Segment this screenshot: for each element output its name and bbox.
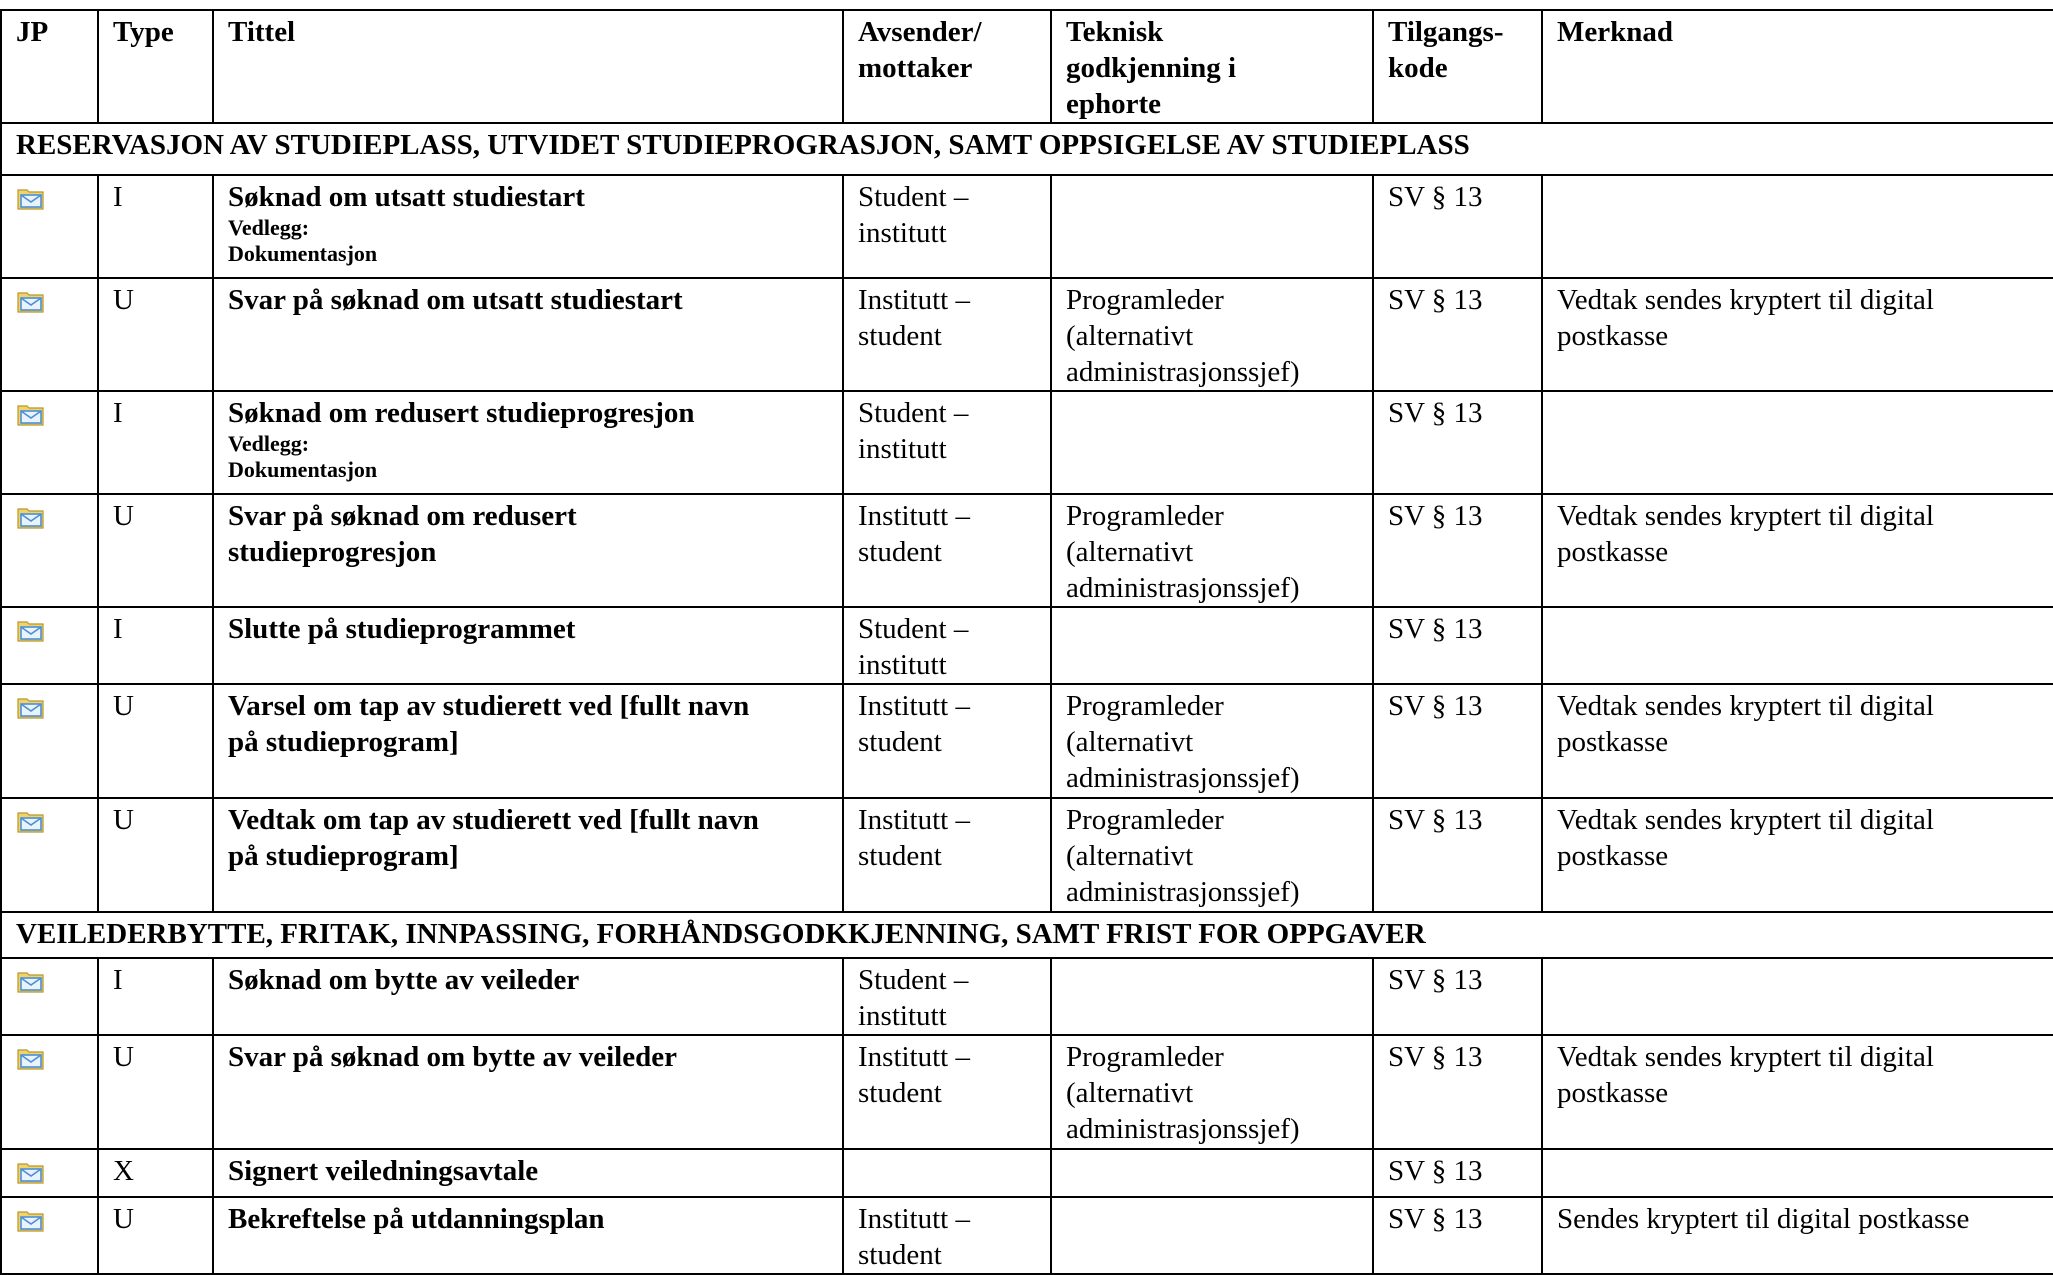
header-remark: Merknad [1542, 10, 2053, 123]
type-value: U [113, 804, 134, 836]
folder-mail-icon[interactable] [16, 399, 46, 429]
sender-text: Institutt – [858, 1203, 970, 1235]
sender-text: Student – [858, 964, 969, 996]
title-text: Svar på søknad om bytte av veileder [228, 1041, 677, 1073]
table-row [1, 175, 2053, 278]
jp-cell [1, 494, 98, 607]
table-row [1, 958, 2053, 1035]
type-cell [98, 607, 213, 684]
remark-text-continued: postkasse [1557, 536, 1669, 568]
access-code: SV § 13 [1388, 181, 1483, 213]
sender-text: Institutt – [858, 1041, 970, 1073]
title-cell [213, 278, 843, 391]
approval-cell [1051, 798, 1373, 912]
approval-text-alt: (alternativt [1066, 1077, 1194, 1109]
type-cell [98, 1197, 213, 1274]
sender-text: Student – [858, 181, 969, 213]
folder-mail-icon[interactable] [16, 1043, 46, 1073]
title-cell [213, 1197, 843, 1274]
title-text: Bekreftelse på utdanningsplan [228, 1203, 605, 1235]
remark-text: Sendes kryptert til digital postkasse [1557, 1203, 1970, 1235]
approval-text: Programleder [1066, 1041, 1224, 1073]
title-cell [213, 391, 843, 494]
type-cell [98, 391, 213, 494]
folder-mail-icon[interactable] [16, 1205, 46, 1235]
access-code-cell [1373, 1035, 1542, 1149]
header-access-code: Tilgangs- kode [1373, 10, 1542, 123]
header-sender: Avsender/ mottaker [843, 10, 1051, 123]
title-text-continued: studieprogresjon [228, 536, 437, 568]
remark-cell [1542, 607, 2053, 684]
header-title: Tittel [213, 10, 843, 123]
attachment-label: Vedlegg: [228, 215, 310, 240]
recipient-text: institutt [858, 433, 947, 465]
title-cell [213, 607, 843, 684]
attachment-value: Dokumentasjon [228, 457, 378, 482]
approval-text-alt: (alternativt [1066, 536, 1194, 568]
approval-text-role: administrasjonssjef) [1066, 572, 1300, 604]
section-heading [1, 912, 2053, 958]
access-code-cell [1373, 175, 1542, 278]
approval-text-alt: (alternativt [1066, 726, 1194, 758]
jp-cell [1, 175, 98, 278]
approval-text: Programleder [1066, 804, 1224, 836]
title-text: Vedtak om tap av studierett ved [fullt navn [228, 804, 759, 836]
approval-text-role: administrasjonssjef) [1066, 1113, 1300, 1145]
approval-cell [1051, 958, 1373, 1035]
remark-text-continued: postkasse [1557, 726, 1669, 758]
remark-cell [1542, 494, 2053, 607]
folder-mail-icon[interactable] [16, 1157, 46, 1187]
attachment-value: Dokumentasjon [228, 241, 378, 266]
recipient-text: student [858, 1239, 942, 1271]
folder-mail-icon[interactable] [16, 966, 46, 996]
title-cell [213, 958, 843, 1035]
section-heading-text: VEILEDERBYTTE, FRITAK, INNPASSING, FORHÅNDSGODKKJENNING, SAMT FRIST FOR OPPGAVER [16, 918, 1426, 950]
approval-text: Programleder [1066, 284, 1224, 316]
header-approval: Teknisk godkjenning i ephorte [1051, 10, 1373, 123]
approval-cell [1051, 391, 1373, 494]
title-text: Søknad om bytte av veileder [228, 964, 580, 996]
title-text: Signert veiledningsavtale [228, 1155, 539, 1187]
remark-cell [1542, 684, 2053, 798]
header-type: Type [98, 10, 213, 123]
sender-cell [843, 684, 1051, 798]
remark-cell [1542, 175, 2053, 278]
table-row [1, 494, 2053, 607]
title-text-continued: på studieprogram] [228, 726, 459, 758]
type-value: U [113, 284, 134, 316]
title-text: Svar på søknad om redusert [228, 500, 577, 532]
table-row [1, 1035, 2053, 1149]
sender-text: Institutt – [858, 690, 970, 722]
approval-cell [1051, 684, 1373, 798]
sender-text: Institutt – [858, 804, 970, 836]
table-row [1, 391, 2053, 494]
access-code: SV § 13 [1388, 690, 1483, 722]
type-value: X [113, 1155, 134, 1187]
folder-mail-icon[interactable] [16, 286, 46, 316]
title-text: Søknad om utsatt studiestart [228, 181, 585, 213]
remark-cell [1542, 1149, 2053, 1197]
title-text-continued: på studieprogram] [228, 840, 459, 872]
remark-text: Vedtak sendes kryptert til digital [1557, 1041, 1934, 1073]
access-code-cell [1373, 278, 1542, 391]
remark-cell [1542, 798, 2053, 912]
access-code-cell [1373, 798, 1542, 912]
access-code-cell [1373, 1149, 1542, 1197]
remark-cell [1542, 958, 2053, 1035]
approval-text-role: administrasjonssjef) [1066, 876, 1300, 908]
remark-text: Vedtak sendes kryptert til digital [1557, 500, 1934, 532]
remark-cell [1542, 391, 2053, 494]
sender-cell [843, 1149, 1051, 1197]
approval-cell [1051, 1197, 1373, 1274]
approval-text-role: administrasjonssjef) [1066, 356, 1300, 388]
approval-cell [1051, 1149, 1373, 1197]
type-value: U [113, 1203, 134, 1235]
access-code-cell [1373, 684, 1542, 798]
type-cell [98, 494, 213, 607]
access-code: SV § 13 [1388, 964, 1483, 996]
type-cell [98, 175, 213, 278]
sender-text: Institutt – [858, 500, 970, 532]
access-code-cell [1373, 494, 1542, 607]
document-table [0, 9, 2053, 1275]
type-cell [98, 278, 213, 391]
jp-cell [1, 391, 98, 494]
access-code: SV § 13 [1388, 500, 1483, 532]
approval-text: Programleder [1066, 500, 1224, 532]
sender-text: Institutt – [858, 284, 970, 316]
type-cell [98, 798, 213, 912]
sender-cell [843, 798, 1051, 912]
type-cell [98, 958, 213, 1035]
remark-cell [1542, 1035, 2053, 1149]
title-text: Varsel om tap av studierett ved [fullt navn [228, 690, 750, 722]
approval-cell [1051, 494, 1373, 607]
type-value: I [113, 397, 123, 429]
folder-mail-icon[interactable] [16, 806, 46, 836]
header-row [1, 10, 2053, 123]
type-value: I [113, 964, 123, 996]
recipient-text: student [858, 536, 942, 568]
access-code: SV § 13 [1388, 397, 1483, 429]
type-value: U [113, 690, 134, 722]
approval-cell [1051, 175, 1373, 278]
approval-cell [1051, 1035, 1373, 1149]
access-code: SV § 13 [1388, 284, 1483, 316]
title-cell [213, 175, 843, 278]
access-code: SV § 13 [1388, 1041, 1483, 1073]
jp-cell [1, 278, 98, 391]
section-heading-row [1, 912, 2053, 958]
title-cell [213, 494, 843, 607]
remark-text: Vedtak sendes kryptert til digital [1557, 804, 1934, 836]
approval-cell [1051, 607, 1373, 684]
jp-cell [1, 1035, 98, 1149]
header-jp: JP [1, 10, 98, 123]
table-row [1, 607, 2053, 684]
access-code: SV § 13 [1388, 804, 1483, 836]
access-code: SV § 13 [1388, 613, 1483, 645]
attachment-note [228, 431, 828, 483]
table-row [1, 1149, 2053, 1197]
access-code-cell [1373, 1197, 1542, 1274]
type-cell [98, 684, 213, 798]
folder-mail-icon[interactable] [16, 692, 46, 722]
remark-cell [1542, 278, 2053, 391]
title-cell [213, 1149, 843, 1197]
type-cell [98, 1035, 213, 1149]
jp-cell [1, 1149, 98, 1197]
type-value: U [113, 500, 134, 532]
sender-cell [843, 278, 1051, 391]
remark-text: Vedtak sendes kryptert til digital [1557, 284, 1934, 316]
sender-cell [843, 958, 1051, 1035]
recipient-text: student [858, 840, 942, 872]
remark-text-continued: postkasse [1557, 320, 1669, 352]
sender-cell [843, 1035, 1051, 1149]
remark-cell [1542, 1197, 2053, 1274]
attachment-label: Vedlegg: [228, 431, 310, 456]
jp-cell [1, 958, 98, 1035]
type-value: U [113, 1041, 134, 1073]
recipient-text: institutt [858, 649, 947, 681]
section-heading-row [1, 123, 2053, 175]
title-text: Søknad om redusert studieprogresjon [228, 397, 695, 429]
type-cell [98, 1149, 213, 1197]
recipient-text: student [858, 726, 942, 758]
table-row [1, 1197, 2053, 1274]
folder-mail-icon[interactable] [16, 183, 46, 213]
remark-text: Vedtak sendes kryptert til digital [1557, 690, 1934, 722]
approval-text-alt: (alternativt [1066, 840, 1194, 872]
sender-text: Student – [858, 613, 969, 645]
sender-cell [843, 391, 1051, 494]
type-value: I [113, 613, 123, 645]
access-code-cell [1373, 391, 1542, 494]
sender-cell [843, 1197, 1051, 1274]
recipient-text: student [858, 320, 942, 352]
folder-mail-icon[interactable] [16, 615, 46, 645]
recipient-text: institutt [858, 217, 947, 249]
sender-text: Student – [858, 397, 969, 429]
access-code-cell [1373, 958, 1542, 1035]
remark-text-continued: postkasse [1557, 1077, 1669, 1109]
table-body [1, 123, 2053, 1274]
folder-mail-icon[interactable] [16, 502, 46, 532]
title-cell [213, 684, 843, 798]
remark-text-continued: postkasse [1557, 840, 1669, 872]
type-value: I [113, 181, 123, 213]
sender-cell [843, 175, 1051, 278]
title-text: Svar på søknad om utsatt studiestart [228, 284, 683, 316]
section-heading-text: RESERVASJON AV STUDIEPLASS, UTVIDET STUDIEPROGRASJON, SAMT OPPSIGELSE AV STUDIEPLASS [16, 129, 1470, 161]
table-row [1, 278, 2053, 391]
section-heading [1, 123, 2053, 175]
jp-cell [1, 1197, 98, 1274]
title-cell [213, 798, 843, 912]
jp-cell [1, 607, 98, 684]
approval-cell [1051, 278, 1373, 391]
table-row [1, 798, 2053, 912]
access-code: SV § 13 [1388, 1155, 1483, 1187]
title-text: Slutte på studieprogrammet [228, 613, 576, 645]
table-row [1, 684, 2053, 798]
sender-cell [843, 494, 1051, 607]
access-code: SV § 13 [1388, 1203, 1483, 1235]
title-cell [213, 1035, 843, 1149]
jp-cell [1, 798, 98, 912]
recipient-text: student [858, 1077, 942, 1109]
recipient-text: institutt [858, 1000, 947, 1032]
approval-text-alt: (alternativt [1066, 320, 1194, 352]
approval-text: Programleder [1066, 690, 1224, 722]
jp-cell [1, 684, 98, 798]
sender-cell [843, 607, 1051, 684]
access-code-cell [1373, 607, 1542, 684]
approval-text-role: administrasjonssjef) [1066, 762, 1300, 794]
attachment-note [228, 215, 828, 267]
